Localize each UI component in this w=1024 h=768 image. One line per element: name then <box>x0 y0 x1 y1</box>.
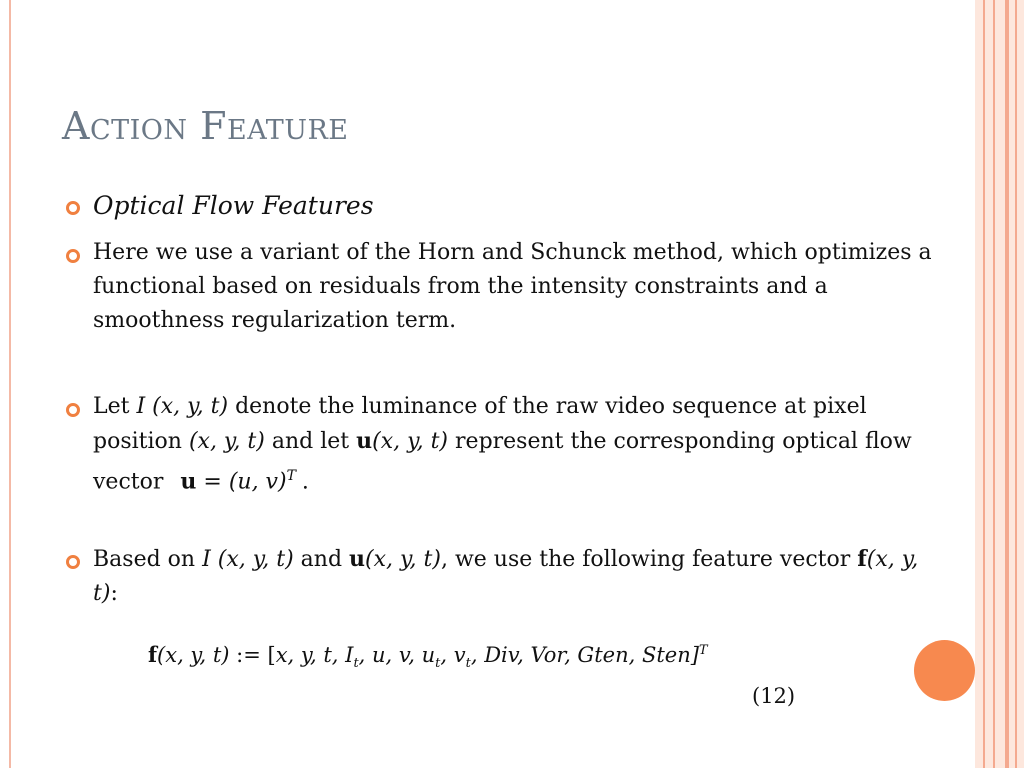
slide-title: Action Feature <box>62 104 349 148</box>
math-xyt: (x, y, t) <box>188 429 265 454</box>
eq-sub: t <box>435 656 441 672</box>
frame-rule <box>983 0 985 768</box>
math-i-xyt: I (x, y, t) <box>202 547 294 572</box>
eq-terms: , u, v, u <box>358 643 436 667</box>
eq-assign: := [ <box>229 643 276 667</box>
math-u-args: (x, y, t) <box>365 547 441 572</box>
text-represent: represent the corresponding optical flow vector <box>93 429 912 495</box>
text-and: and <box>300 547 343 572</box>
text-colon: : <box>110 581 118 606</box>
equation-number: (12) <box>752 684 796 708</box>
frame-rule <box>993 0 995 768</box>
text-period: . <box>301 469 309 495</box>
frame-rule <box>1005 0 1009 768</box>
math-u-bold: u <box>356 428 373 454</box>
bullet-ring-icon <box>66 403 80 417</box>
vector-lhs: u <box>180 468 197 495</box>
bullet-item-horn-schunck <box>62 236 942 338</box>
math-u-bold: u <box>349 546 366 572</box>
bullet-text: Here we use a variant of the Horn and Schunck method, which optimizes a functional based on residuals from the intensity constraints and a smoothness regularization term. <box>93 240 932 333</box>
eq-terms: x, y, t, I <box>275 643 354 667</box>
bullet-ring-icon <box>66 201 80 215</box>
bullet-item-optical-flow <box>62 186 942 226</box>
bullet-ring-icon <box>66 555 80 569</box>
bullet-item-luminance <box>62 390 942 499</box>
decorative-circle <box>914 640 975 701</box>
vector-sup: T <box>286 468 296 484</box>
slide-frame-left-rule <box>9 0 11 768</box>
text-we-use: , we use the following feature vector <box>440 547 851 572</box>
frame-rule <box>1015 0 1017 768</box>
slide-frame-right-band <box>975 0 1024 768</box>
math-f-bold: f <box>857 546 867 572</box>
text-based-on: Based on <box>93 547 196 572</box>
math-vector-u <box>180 459 296 499</box>
text-denote: denote the luminance of the raw video sequence at pixel position <box>93 394 867 454</box>
math-i-xyt: I (x, y, t) <box>136 394 229 419</box>
eq-lhs-f: f <box>148 642 158 667</box>
vector-rhs: (u, v) <box>228 469 287 495</box>
eq-sup: T <box>698 643 708 658</box>
bullet-ring-icon <box>66 249 80 263</box>
eq-sub: t <box>353 656 359 672</box>
text-and-let: and let <box>271 429 350 454</box>
vector-eq: = <box>203 469 222 495</box>
bullet-text: Optical Flow Features <box>93 191 374 220</box>
bullet-item-feature-vector <box>62 542 942 611</box>
math-u-args: (x, y, t) <box>372 429 449 454</box>
text-let: Let <box>93 394 130 419</box>
eq-lhs-args: (x, y, t) <box>157 643 230 667</box>
math-f-args: (x, y, t) <box>93 547 919 606</box>
eq-sub: t <box>465 656 471 672</box>
eq-terms: , v <box>440 643 466 667</box>
eq-terms: , Div, Vor, Gten, Sten] <box>470 643 699 667</box>
feature-vector-equation <box>148 642 798 671</box>
